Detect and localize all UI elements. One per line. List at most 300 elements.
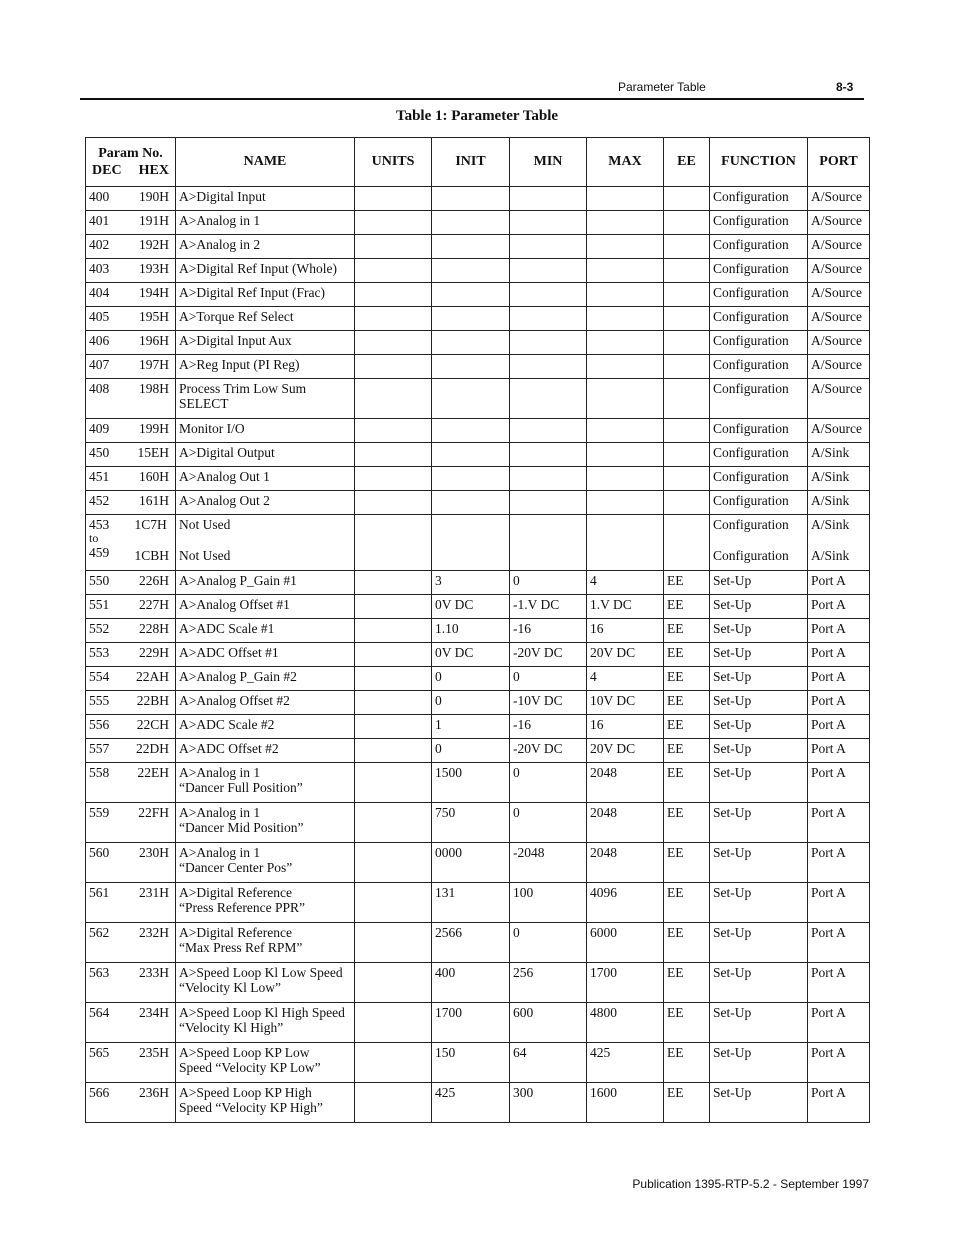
- init-cell: [432, 739, 510, 763]
- port-value: A/Source: [811, 285, 862, 300]
- max-cell: [587, 211, 664, 235]
- init-value: 3: [435, 573, 442, 588]
- range-to: to: [89, 531, 99, 545]
- col-param-label: Param No.: [98, 146, 163, 161]
- hex-value: 196H: [139, 333, 169, 348]
- name-cell: [176, 803, 355, 843]
- ee-cell: [664, 883, 710, 923]
- port-cell: [808, 467, 870, 491]
- dec-value: 562: [89, 925, 110, 940]
- hex-value: 22AH: [136, 669, 169, 684]
- max-cell: [587, 739, 664, 763]
- max-value: 20V DC: [590, 645, 636, 660]
- param-number-cell: [86, 283, 176, 307]
- name-cell: [176, 643, 355, 667]
- ee-value: EE: [667, 693, 684, 708]
- function-value: Set-Up: [713, 645, 752, 660]
- port-value: A/Source: [811, 189, 862, 204]
- port-value: Port A: [811, 573, 846, 588]
- init-value: 131: [435, 885, 456, 900]
- units-cell: [355, 379, 432, 419]
- name-line: A>Digital Ref Input (Frac): [179, 285, 325, 300]
- ee-value: EE: [667, 1005, 684, 1020]
- hex-value: 236H: [139, 1085, 169, 1100]
- param-number-cell: [86, 235, 176, 259]
- table-row: [86, 691, 870, 715]
- port-value: Port A: [811, 621, 846, 636]
- function-value: Set-Up: [713, 765, 752, 780]
- function-value: Configuration: [713, 189, 789, 204]
- init-cell: [432, 963, 510, 1003]
- max-cell: [587, 331, 664, 355]
- port-cell: [808, 923, 870, 963]
- name-cell: [176, 619, 355, 643]
- name-cell: [176, 379, 355, 419]
- init-value: 0V DC: [435, 645, 474, 660]
- init-value: 2566: [435, 925, 462, 940]
- name-line: A>Analog Out 2: [179, 493, 270, 508]
- min-cell: [510, 307, 587, 331]
- port-cell: [808, 283, 870, 307]
- name-line: A>Analog in 1: [179, 213, 261, 228]
- table-row: [86, 883, 870, 923]
- port-value: A/Sink: [811, 493, 850, 508]
- name-line: Monitor I/O: [179, 421, 245, 436]
- function-value: Set-Up: [713, 805, 752, 820]
- ee-value: EE: [667, 1085, 684, 1100]
- param-number-cell: [86, 963, 176, 1003]
- function-cell: [710, 235, 808, 259]
- table-row: [86, 355, 870, 379]
- port-value: A/Source: [811, 333, 862, 348]
- min-cell: [510, 1083, 587, 1123]
- port-value: Port A: [811, 925, 846, 940]
- name-line: A>Digital Input Aux: [179, 333, 292, 348]
- max-cell: [587, 715, 664, 739]
- dec-value: 406: [89, 333, 110, 348]
- table-caption: Table 1: Parameter Table: [395, 108, 559, 124]
- function-cell: [710, 211, 808, 235]
- function-cell: [710, 667, 808, 691]
- dec-value: 453: [89, 517, 110, 532]
- init-cell: [432, 691, 510, 715]
- name-cell: [176, 443, 355, 467]
- param-number-cell: [86, 803, 176, 843]
- name-line: A>Analog in 1: [179, 845, 261, 860]
- units-cell: [355, 715, 432, 739]
- port-value: A/Sink: [811, 469, 850, 484]
- col-init: INIT: [432, 138, 510, 187]
- init-cell: [432, 715, 510, 739]
- hex-value: 234H: [139, 1005, 169, 1020]
- param-number-cell: [86, 595, 176, 619]
- function-value: Configuration: [713, 357, 789, 372]
- dec-value: 401: [89, 213, 110, 228]
- init-value: 1: [435, 717, 442, 732]
- units-cell: [355, 443, 432, 467]
- max-cell: [587, 643, 664, 667]
- function-cell: [710, 379, 808, 419]
- table-body: [86, 187, 870, 1123]
- port-value: Port A: [811, 805, 846, 820]
- min-cell: [510, 1043, 587, 1083]
- name-cell: [176, 467, 355, 491]
- max-value: 20V DC: [590, 741, 636, 756]
- function-cell: [710, 283, 808, 307]
- function-value: Configuration: [713, 309, 789, 324]
- min-cell: [510, 739, 587, 763]
- function-value: Configuration: [713, 493, 789, 508]
- dec-value: 402: [89, 237, 110, 252]
- table-row: [86, 923, 870, 963]
- max-cell: [587, 763, 664, 803]
- init-cell: [432, 515, 510, 571]
- min-value: 256: [513, 965, 534, 980]
- port-cell: [808, 691, 870, 715]
- port-cell: [808, 235, 870, 259]
- min-cell: [510, 235, 587, 259]
- max-value: 4: [590, 573, 597, 588]
- hex-value: 197H: [139, 357, 169, 372]
- units-cell: [355, 571, 432, 595]
- ee-cell: [664, 843, 710, 883]
- units-cell: [355, 491, 432, 515]
- function-value: Configuration: [713, 445, 789, 460]
- ee-cell: [664, 1043, 710, 1083]
- init-cell: [432, 619, 510, 643]
- units-cell: [355, 843, 432, 883]
- init-cell: [432, 467, 510, 491]
- hex-value: 1C7H: [134, 517, 167, 532]
- dec-value: 451: [89, 469, 110, 484]
- function-value: Set-Up: [713, 1005, 752, 1020]
- init-cell: [432, 1083, 510, 1123]
- dec-value: 550: [89, 573, 110, 588]
- dec-value: 565: [89, 1045, 110, 1060]
- function-cell: [710, 1083, 808, 1123]
- hex-value: 193H: [139, 261, 169, 276]
- init-value: 0: [435, 693, 442, 708]
- col-min: MIN: [510, 138, 587, 187]
- port-value: A/Source: [811, 421, 862, 436]
- name-line: A>Torque Ref Select: [179, 309, 294, 324]
- name-cell: [176, 1083, 355, 1123]
- hex-value: 22BH: [136, 693, 169, 708]
- name-line: A>Analog in 2: [179, 237, 261, 252]
- min-value: 300: [513, 1085, 534, 1100]
- ee-cell: [664, 571, 710, 595]
- init-cell: [432, 667, 510, 691]
- param-number-cell: [86, 571, 176, 595]
- min-cell: [510, 691, 587, 715]
- units-cell: [355, 1003, 432, 1043]
- min-value: -16: [513, 717, 531, 732]
- max-value: 16: [590, 621, 604, 636]
- hex-value: 232H: [139, 925, 169, 940]
- name-cell: [176, 763, 355, 803]
- port-value: Port A: [811, 965, 846, 980]
- dec-value: 563: [89, 965, 110, 980]
- init-cell: [432, 803, 510, 843]
- dec-value: 409: [89, 421, 110, 436]
- units-cell: [355, 667, 432, 691]
- max-cell: [587, 307, 664, 331]
- port-cell: [808, 187, 870, 211]
- dec-value: 553: [89, 645, 110, 660]
- dec-value: 400: [89, 189, 110, 204]
- init-cell: [432, 595, 510, 619]
- port-value: Port A: [811, 845, 846, 860]
- units-cell: [355, 419, 432, 443]
- param-number-cell: [86, 331, 176, 355]
- param-number-cell: [86, 667, 176, 691]
- units-cell: [355, 595, 432, 619]
- init-cell: [432, 379, 510, 419]
- function-cell: [710, 259, 808, 283]
- name-cell: [176, 235, 355, 259]
- port-cell: [808, 571, 870, 595]
- table-row: [86, 259, 870, 283]
- units-cell: [355, 331, 432, 355]
- port-value: Port A: [811, 597, 846, 612]
- col-dec: DEC: [92, 163, 122, 178]
- name-cell: [176, 963, 355, 1003]
- max-cell: [587, 515, 664, 571]
- port-cell: [808, 643, 870, 667]
- function-line: Configuration: [713, 517, 789, 532]
- param-number-cell: [86, 379, 176, 419]
- max-cell: [587, 963, 664, 1003]
- ee-value: EE: [667, 885, 684, 900]
- function-cell: [710, 739, 808, 763]
- name-line: “Dancer Center Pos”: [179, 860, 293, 875]
- table-row: [86, 763, 870, 803]
- dec-value: 408: [89, 381, 110, 396]
- param-number-cell: [86, 843, 176, 883]
- table-row: [86, 331, 870, 355]
- ee-cell: [664, 715, 710, 739]
- name-line: A>ADC Scale #1: [179, 621, 275, 636]
- min-value: -20V DC: [513, 741, 563, 756]
- function-cell: [710, 1003, 808, 1043]
- max-cell: [587, 1043, 664, 1083]
- ee-value: EE: [667, 669, 684, 684]
- port-value: A/Sink: [811, 445, 850, 460]
- init-cell: [432, 491, 510, 515]
- min-cell: [510, 643, 587, 667]
- function-cell: [710, 691, 808, 715]
- param-number-cell: [86, 259, 176, 283]
- dec-value: 560: [89, 845, 110, 860]
- max-value: 2048: [590, 845, 617, 860]
- min-cell: [510, 379, 587, 419]
- min-cell: [510, 467, 587, 491]
- max-cell: [587, 571, 664, 595]
- param-number-cell: [86, 1043, 176, 1083]
- hex-value: 226H: [139, 573, 169, 588]
- ee-cell: [664, 763, 710, 803]
- table-row: [86, 1043, 870, 1083]
- units-cell: [355, 307, 432, 331]
- col-port: PORT: [808, 138, 870, 187]
- param-number-cell: [86, 763, 176, 803]
- ee-value: EE: [667, 621, 684, 636]
- ee-cell: [664, 419, 710, 443]
- init-cell: [432, 211, 510, 235]
- init-value: 0: [435, 669, 442, 684]
- name-line: Speed “Velocity KP Low”: [179, 1060, 321, 1075]
- dec-value: 459: [89, 545, 110, 560]
- ee-cell: [664, 211, 710, 235]
- ee-value: EE: [667, 925, 684, 940]
- running-header-section: Parameter Table: [618, 80, 706, 94]
- ee-cell: [664, 379, 710, 419]
- table-row: [86, 595, 870, 619]
- param-number-cell: [86, 619, 176, 643]
- name-line: A>Analog P_Gain #2: [179, 669, 297, 684]
- ee-cell: [664, 187, 710, 211]
- table-row: [86, 1003, 870, 1043]
- function-cell: [710, 331, 808, 355]
- param-number-cell: [86, 1083, 176, 1123]
- name-cell: [176, 491, 355, 515]
- min-cell: [510, 283, 587, 307]
- function-value: Set-Up: [713, 845, 752, 860]
- function-value: Set-Up: [713, 669, 752, 684]
- min-cell: [510, 843, 587, 883]
- ee-value: EE: [667, 645, 684, 660]
- name-cell: [176, 515, 355, 571]
- name-cell: [176, 739, 355, 763]
- function-cell: [710, 515, 808, 571]
- init-value: 750: [435, 805, 456, 820]
- publication-footer: Publication 1395-RTP-5.2 - September 1997: [632, 1177, 869, 1191]
- name-line: SELECT: [179, 396, 229, 411]
- name-line: A>Speed Loop KP High: [179, 1085, 312, 1100]
- min-cell: [510, 419, 587, 443]
- port-cell: [808, 619, 870, 643]
- name-line: A>Speed Loop KP Low: [179, 1045, 310, 1060]
- min-cell: [510, 667, 587, 691]
- col-name: NAME: [176, 138, 355, 187]
- name-line: Not Used: [179, 517, 231, 532]
- ee-cell: [664, 803, 710, 843]
- name-line: “Max Press Ref RPM”: [179, 940, 303, 955]
- table-row: [86, 715, 870, 739]
- hex-value: 192H: [139, 237, 169, 252]
- function-cell: [710, 843, 808, 883]
- name-cell: [176, 595, 355, 619]
- table-row: [86, 491, 870, 515]
- name-cell: [176, 419, 355, 443]
- units-cell: [355, 1043, 432, 1083]
- dec-value: 564: [89, 1005, 110, 1020]
- table-row: [86, 667, 870, 691]
- table-row: [86, 1083, 870, 1123]
- ee-cell: [664, 491, 710, 515]
- name-cell: [176, 883, 355, 923]
- port-value: A/Source: [811, 309, 862, 324]
- max-value: 4800: [590, 1005, 617, 1020]
- min-value: -2048: [513, 845, 545, 860]
- port-value: Port A: [811, 1005, 846, 1020]
- name-line: “Dancer Full Position”: [179, 780, 303, 795]
- function-cell: [710, 419, 808, 443]
- name-line: A>ADC Offset #2: [179, 741, 279, 756]
- ee-cell: [664, 1003, 710, 1043]
- units-cell: [355, 235, 432, 259]
- min-cell: [510, 187, 587, 211]
- init-cell: [432, 259, 510, 283]
- param-number-cell: [86, 491, 176, 515]
- init-value: 400: [435, 965, 456, 980]
- hex-value: 235H: [139, 1045, 169, 1060]
- min-value: 0: [513, 925, 520, 940]
- init-cell: [432, 187, 510, 211]
- units-cell: [355, 515, 432, 571]
- function-value: Configuration: [713, 213, 789, 228]
- min-value: -10V DC: [513, 693, 563, 708]
- min-value: -20V DC: [513, 645, 563, 660]
- min-cell: [510, 619, 587, 643]
- port-cell: [808, 843, 870, 883]
- function-value: Set-Up: [713, 925, 752, 940]
- port-value: Port A: [811, 765, 846, 780]
- dec-value: 405: [89, 309, 110, 324]
- max-cell: [587, 355, 664, 379]
- dec-value: 450: [89, 445, 110, 460]
- parameter-table: [85, 137, 870, 1123]
- min-value: -1.V DC: [513, 597, 560, 612]
- function-cell: [710, 307, 808, 331]
- hex-value: 15EH: [137, 445, 169, 460]
- max-cell: [587, 443, 664, 467]
- dec-value: 566: [89, 1085, 110, 1100]
- min-value: -16: [513, 621, 531, 636]
- function-value: Configuration: [713, 421, 789, 436]
- col-ee: EE: [664, 138, 710, 187]
- max-cell: [587, 491, 664, 515]
- table-row: [86, 443, 870, 467]
- ee-cell: [664, 331, 710, 355]
- init-value: 0: [435, 741, 442, 756]
- param-number-cell: [86, 643, 176, 667]
- hex-value: 230H: [139, 845, 169, 860]
- ee-cell: [664, 1083, 710, 1123]
- port-cell: [808, 379, 870, 419]
- dec-value: 556: [89, 717, 110, 732]
- init-cell: [432, 443, 510, 467]
- init-cell: [432, 883, 510, 923]
- hex-value: 22DH: [136, 741, 169, 756]
- col-function: FUNCTION: [710, 138, 808, 187]
- hex-value: 22EH: [137, 765, 169, 780]
- max-cell: [587, 467, 664, 491]
- dec-value: 558: [89, 765, 110, 780]
- units-cell: [355, 763, 432, 803]
- min-cell: [510, 883, 587, 923]
- init-cell: [432, 307, 510, 331]
- init-value: 150: [435, 1045, 456, 1060]
- min-value: 0: [513, 573, 520, 588]
- function-cell: [710, 595, 808, 619]
- name-line: “Dancer Mid Position”: [179, 820, 304, 835]
- ee-value: EE: [667, 965, 684, 980]
- init-cell: [432, 923, 510, 963]
- min-value: 600: [513, 1005, 534, 1020]
- dec-value: 551: [89, 597, 110, 612]
- port-cell: [808, 1003, 870, 1043]
